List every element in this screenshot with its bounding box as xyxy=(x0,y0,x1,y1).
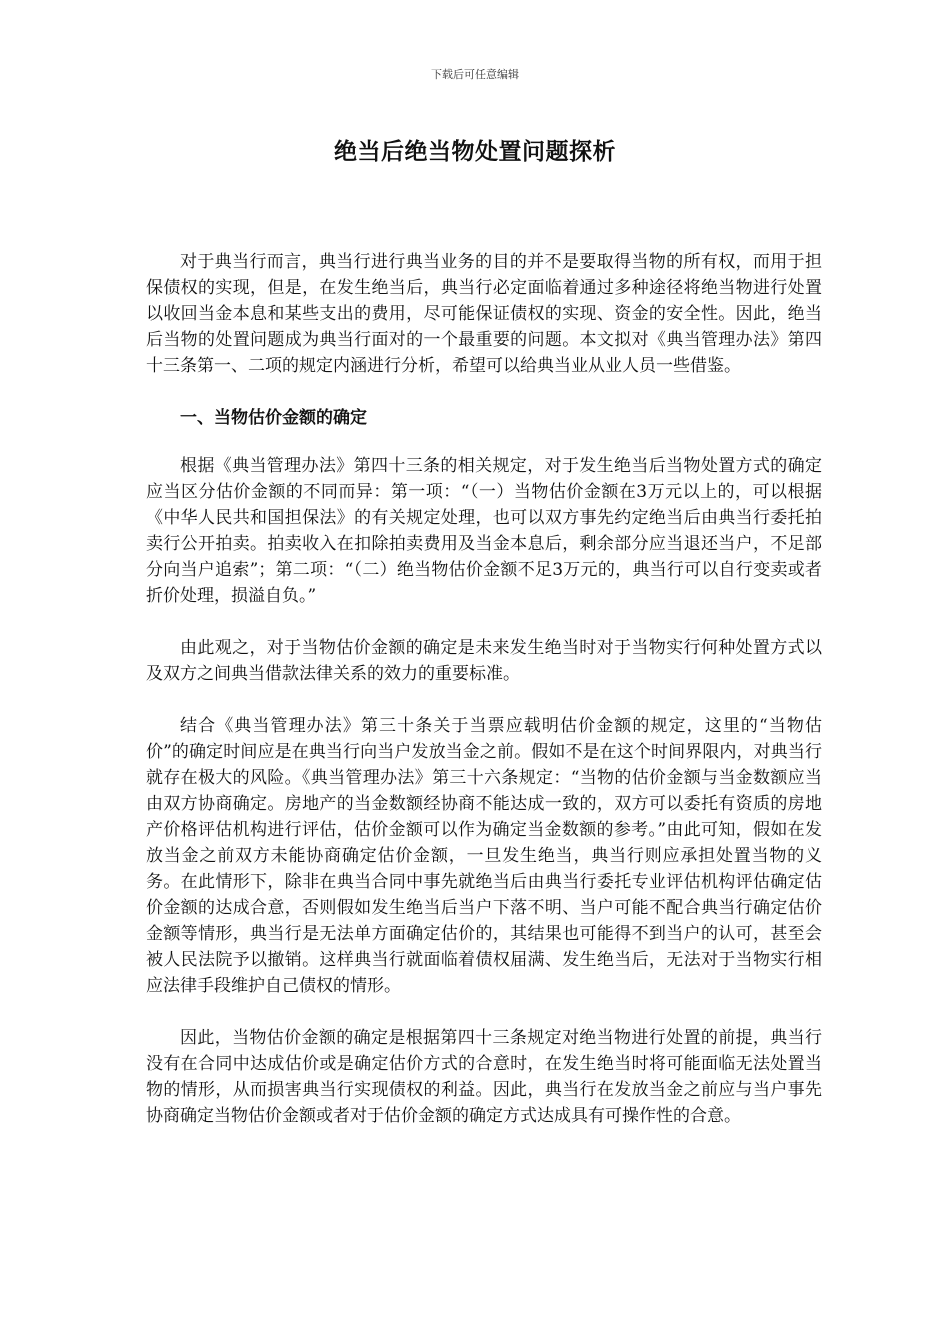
section-heading: 一、当物估价金额的确定 xyxy=(180,408,367,428)
document-body xyxy=(146,249,822,1129)
spacer xyxy=(146,379,822,405)
spacer xyxy=(146,999,822,1025)
body-paragraph: 因此，当物估价金额的确定是根据第四十三条规定对绝当物进行处置的前提，典当行没有在合同中达成估价或是确定估价方式的合意时，在发生绝当时将可能面临无法处置当物的情形，从而损害典当行实现债权的利益。因此，典当行在发放当金之前应与当户事先协商确定当物估价金额或者对于估价金额的确定方式达成具有可操作性的合意。 xyxy=(146,1028,822,1126)
body-paragraph: 结合《典当管理办法》第三十条关于当票应载明估价金额的规定，这里的“当物估价”的确定时间应是在典当行向当户发放当金之前。假如不是在这个时间界限内，对典当行就存在极大的风险。《典当管理办法》第三十六条规定：“当物的估价金额与当金数额应当由双方协商确定。房地产的当金数额经协商不能达成一致的，双方可以委托有资质的房地产价格评估机构进行评估，估价金额可以作为确定当金数额的参考。”由此可知，假如在发放当金之前双方未能协商确定估价金额，一旦发生绝当，典当行则应承担处置当物的义务。在此情形下，除非在典当合同中事先就绝当后由典当行委托专业评估机构评估确定估价金额的达成合意，否则假如发生绝当后当户下落不明、当户可能不配合典当行确定估价金额等情形，典当行是无法单方面确定估价的，其结果也可能得不到当户的认可，甚至会被人民法院予以撤销。这样典当行就面临着债权届满、发生绝当后，无法对于当物实行相应法律手段维护自己债权的情形。 xyxy=(146,716,822,996)
spacer xyxy=(146,609,822,635)
body-paragraph: 根据《典当管理办法》第四十三条的相关规定，对于发生绝当后当物处置方式的确定应当区分估价金额的不同而异：第一项：“（一）当物估价金额在3万元以上的，可以根据《中华人民共和国担保法》的有关规定处理，也可以双方事先约定绝当后由典当行委托拍卖行公开拍卖。拍卖收入在扣除拍卖费用及当金本息后，剩余部分应当退还当户，不足部分向当户追索”；第二项：“（二）绝当物估价金额不足3万元的，典当行可以自行变卖或者折价处理，损溢自负。” xyxy=(146,456,822,606)
intro-paragraph: 对于典当行而言，典当行进行典当业务的目的并不是要取得当物的所有权，而用于担保债权的实现，但是，在发生绝当后，典当行必定面临着通过多种途径将绝当物进行处置以收回当金本息和某些支出的费用，尽可能保证债权的实现、资金的安全性。因此，绝当后当物的处置问题成为典当行面对的一个最重要的问题。本文拟对《典当管理办法》第四十三条第一、二项的规定内涵进行分析，希望可以给典当业从业人员一些借鉴。 xyxy=(146,252,822,376)
document-title: 绝当后绝当物处置问题探析 xyxy=(334,138,616,165)
spacer xyxy=(146,431,822,453)
body-paragraph: 由此观之，对于当物估价金额的确定是未来发生绝当时对于当物实行何种处置方式以及双方之间典当借款法律关系的效力的重要标准。 xyxy=(146,638,822,684)
page-header-note: 下载后可任意编辑 xyxy=(431,68,519,81)
spacer xyxy=(146,687,822,713)
